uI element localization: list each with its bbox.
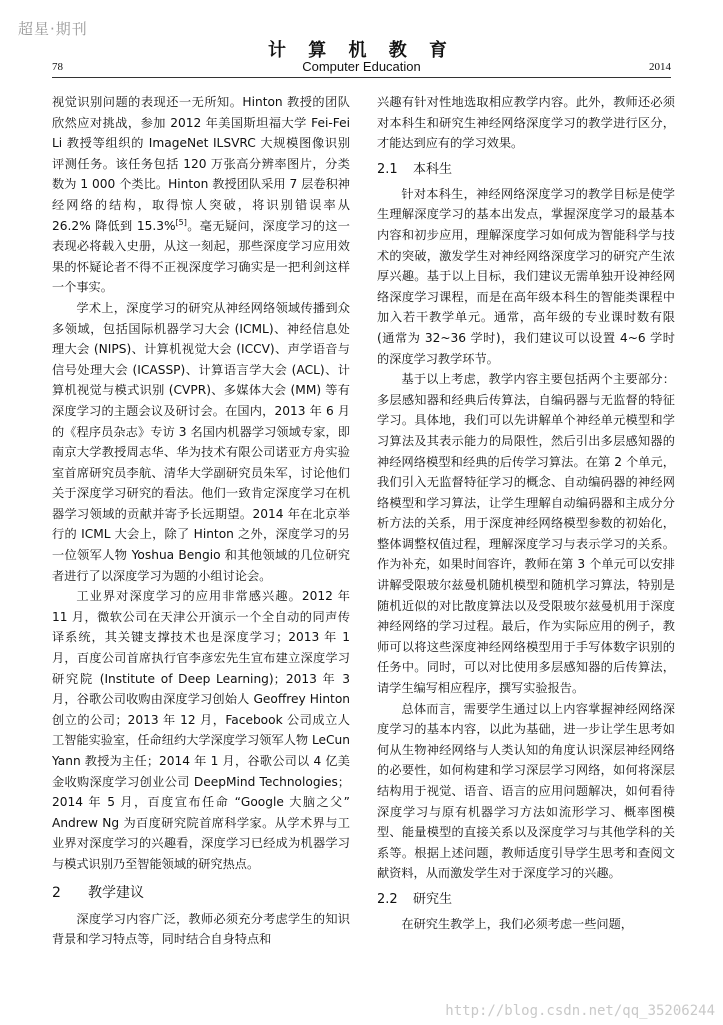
paragraph: 在研究生教学上，我们必须考虑一些问题， [401,916,633,931]
publication-year: 2014 [649,61,671,73]
journal-title-en: Computer Education [302,59,421,74]
paragraph-text: 。毫无疑问，深度学习的这一表现必将载入史册，从这一刻起，那些深度学习应用效果的怀疑论者不得不正视深度学习确实是一把利剑这样一个事实。 [52,218,350,295]
citation-ref: [5] [175,217,187,227]
paragraph: 兴趣有针对性地选取相应教学内容。此外，教师还必须对本科生和研究生神经网络深度学习的教学进行区分，才能达到应有的学习效果。 [377,95,675,151]
paragraph: 工业界对深度学习的应用非常感兴趣。2012 年 11 月，微软公司在天津公开演示一个全自动的同声传译系统，其关键支撑技术也是深度学习；2013 年 1 月，百度公司首席执行官李彦宏先生宣布建立深度学习研究院 (Institute of Deep Learning)；2013 年 3 月，谷歌公司收购由深度学习创始人 Geoffrey Hinton 创立的公司；2013 年 12 月，Facebook 公司成立人工智能实验室，任命纽约大学深度学习领军人物 LeCun Yann 教授为主任；2014 年 1 月，谷歌公司以 4 亿美金收购深度学习创业公司 DeepMind Technologies；2014 年 5 月，百度宣布任命 “Google 大脑之父” Andrew Ng 为百度研究院首席科学家。从学术界与工业界对深度学习的兴趣看，深度学习已经成为机器学习与模式识别乃至智能领域的研究热点。 [52,589,350,871]
section-heading [52,883,350,903]
paragraph: 针对本科生，神经网络深度学习的教学目标是使学生理解深度学习的基本出发点，掌握深度学习的最基本内容和初步应用，理解深度学习如何成为智能科学与技术的突破，激发学生对神经网络深度学习的研究产生浓厚兴趣。基于以上目标，我们建议无需单独开设神经网络深度学习课程，而是在高年级本科生的智能类课程中加入若干教学单元。通常，高年级的专业课时数有限 (通常为 32~36 学时)，我们建议可以设置 4~6 学时的深度学习教学环节。 [377,186,675,366]
subsection-heading [377,890,675,910]
paragraph: 学术上，深度学习的研究从神经网络领域传播到众多领域，包括国际机器学习大会 (ICML)、神经信息处理大会 (NIPS)、计算机视觉大会 (ICCV)、声学语音与信号处理大会 (ICASSP)、计算语言学大会 (ACL)、计算机视觉与模式识别 (CVPR)、多媒体大会 (MM) 等有深度学习的主题会议及研讨会。在国内，2013 年 6 月的《程序员杂志》专访 3 名国内机器学习领域专家，即南京大学教授周志华、华为技术有限公司诺亚方舟实验室首席研究员李航、清华大学副研究员朱军，讨论他们关于深度学习研究的看法。他们一致肯定深度学习在机器学习领域的贡献并寄予长远期望。2014 年在北京举行的 ICML 大会上，除了 Hinton 之外，深度学习的另一位领军人物 Yoshua Bengio 和其他领域的几位研究者进行了以深度学习为题的小组讨论会。 [52,300,350,583]
paragraph: 深度学习内容广泛，教师必须充分考虑学生的知识背景和学习特点等，同时结合自身特点和 [52,911,350,947]
subsection-number: 2.1 [377,161,398,177]
left-column [52,92,350,950]
header-divider [52,77,671,78]
right-column [377,92,675,935]
journal-watermark: 超星·期刊 [18,20,88,38]
blog-watermark: http://blog.csdn.net/qq_35206244 [445,1003,715,1019]
subsection-heading [377,160,675,180]
subsection-title: 研究生 [413,891,453,907]
paragraph-text: 视觉识别问题的表现还一无所知。Hinton 教授的团队欣然应对挑战，参加 2012 年美国斯坦福大学 Fei-Fei Li 教授等组织的 ImageNet ILSVRC 大规模图像识别评测任务。该任务包括 120 万张高分辨率图片，分类数为 1 000 个类比。Hinton 教授团队采用 7 层卷积神经网络的结构，取得惊人突破，将识别错误率从 26.2% 降低到 15.3% [52,95,350,233]
page-number: 78 [52,61,63,73]
subsection-number: 2.2 [377,891,398,907]
paragraph [52,92,350,298]
section-title: 教学建议 [88,884,144,901]
section-number: 2 [52,884,61,901]
journal-title: 计 算 机 教 育 [267,40,456,61]
paragraph: 基于以上考虑，教学内容主要包括两个主要部分：多层感知器和经典后传算法，自编码器与无监督的特征学习。具体地，我们可以先讲解单个神经单元模型和学习算法及其表示能力的局限性，然后引出多层感知器的神经网络模型和经典的后传学习算法。在第 2 个单元，我们引入无监督特征学习的概念、自动编码器的神经网络模型和学习算法，让学生理解自动编码器和主成分分析方法的关系，用于深度神经网络模型参数的初始化，整体调整权值过程，理解深度学习与表示学习的关系。作为补充，如果时间容许，教师在第 3 个单元可以安排讲解受限玻尔兹曼机随机模型和随机学习算法，特别是随机近似的对比散度算法以及受限玻尔兹曼机用于深度神经网络的学习过程。最后，作为实际应用的例子，教师可以将这些深度神经网络模型用于手写体数字识别的任务中。同时，可以对比使用多层感知器的后传算法，请学生编写相应程序，撰写实验报告。 [377,372,675,696]
paragraph: 总体而言，需要学生通过以上内容掌握神经网络深度学习的基本内容，以此为基础，进一步让学生思考如何从生物神经网络与人类认知的角度认识深层神经网络的必要性，如何构建和学习深层学习网络，如何将深层结构用于视觉、语音、语言的应用问题解决，如何看待深度学习与原有机器学习方法如流形学习、概率图模型、能量模型的直接关系以及深度学习与其他学科的关系等。根据上述问题，教师适度引导学生思考和查阅文献资料，从而激发学生对于深度学习的兴趣。 [377,701,675,881]
subsection-title: 本科生 [413,161,453,177]
